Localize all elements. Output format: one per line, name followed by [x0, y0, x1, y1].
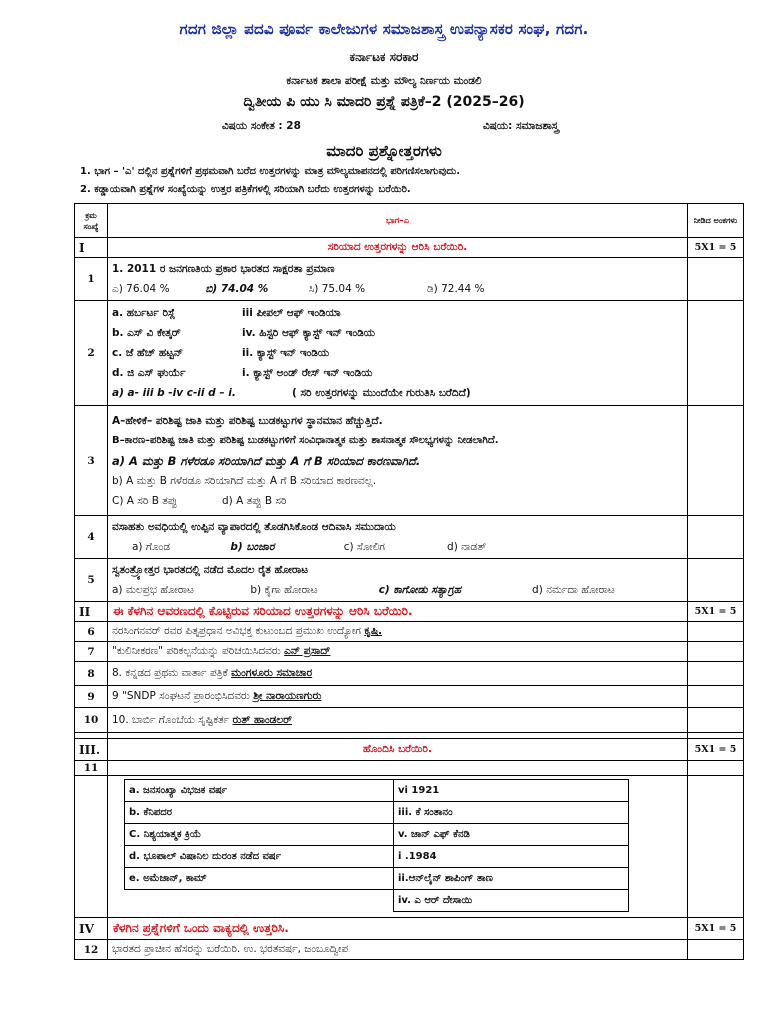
section-row — [75, 238, 744, 258]
question-row — [75, 662, 744, 686]
option-d: d) ನರ್ಮದಾ ಹೋರಾಟ — [532, 584, 615, 596]
document-title: ಮಾದರಿ ಪ್ರಶ್ನೋತ್ತರಗಳು — [326, 142, 442, 160]
match-table-row — [75, 776, 744, 918]
answer-text: ಎನ್ ಪ್ರಸಾದ್ — [284, 645, 331, 657]
match-left — [125, 890, 394, 912]
match-left: a. ಜನಸಂಖ್ಯಾ ವಿಭಜಕ ವರ್ಷ — [125, 780, 394, 802]
question-text: ಭಾರತದ ಪ್ರಾಚೀನ ಹೆಸರನ್ನು ಬರೆಯಿರಿ. ಉ. ಭರತವರ್ಷ, ಜಂಬೂದ್ವೀಪ — [108, 940, 688, 960]
match-right: vi 1921 — [394, 780, 629, 802]
question-row — [75, 708, 744, 733]
option-d: d) ನಾಡತ್ — [447, 541, 487, 553]
match-right: i. ಕ್ಯಾಸ್ಟ್ ಅಂಡ್ ರೇಸ್ ಇನ್ ಇಂಡಿಯ — [242, 367, 373, 379]
subject-code: ವಿಷಯ ಸಂಕೇತ : 28 — [222, 120, 301, 132]
match-right: i .1984 — [394, 846, 629, 868]
option-a: a) ಮಲಪ್ರಭ ಹೋರಾಟ — [112, 584, 194, 596]
question-table — [74, 203, 744, 960]
answer-text: ಶ್ರೀ ನಾರಾಯಣಗುರು — [253, 690, 322, 702]
section-number: I — [75, 238, 108, 258]
section-row — [75, 918, 744, 940]
instruction-2: 2. ಕಡ್ಡಾಯವಾಗಿ ಪ್ರಶ್ನೆಗಳ ಸಂಖ್ಯೆಯನ್ನು ಉತ್ತರ ಪತ್ರಿಕೆಗಳಲ್ಲಿ ಸರಿಯಾಗಿ ಬರೆದು ಉತ್ತರಗಳನ್ನು ಬರೆಯಿರಿ. — [80, 184, 411, 195]
question-number: 9 — [75, 686, 108, 708]
question-text: 1. 2011 ರ ಜನಗಣತಿಯ ಪ್ರಕಾರ ಭಾರತದ ಸಾಕ್ಷರತಾ ಪ್ರಮಾಣ — [112, 263, 335, 275]
government-name: ಕರ್ನಾಟಕ ಸರಕಾರ — [349, 50, 419, 64]
question-number: 5 — [75, 559, 108, 602]
question-row — [75, 940, 744, 960]
question-text: ಸ್ವತಂತ್ರ್ಯೋತ್ತರ ಭಾರತದಲ್ಲಿ ನಡೆದ ಮೊದಲ ರೈತ ಹೋರಾಟ — [112, 564, 309, 576]
answer-note: ( ಸರಿ ಉತ್ತರಗಳನ್ನು ಮುಂದೆಯೇ ಗುರುತಿಸಿ ಬರೆದಿದೆ) — [292, 387, 471, 399]
question-number: 1 — [75, 258, 108, 301]
paper-title: ದ್ವಿತೀಯ ಪಿ ಯು ಸಿ ಮಾದರಿ ಪ್ರಶ್ನೆ ಪತ್ರಿಕೆ–2 (2025–26) — [243, 94, 525, 110]
section-title: ಸರಿಯಾದ ಉತ್ತರಗಳನ್ನು ಆರಿಸಿ ಬರೆಯಿರಿ. — [108, 238, 688, 258]
match-right: iv. ಎ ಆರ್ ದೇಸಾಯಿ — [394, 890, 629, 912]
match-row — [125, 868, 629, 890]
match-row — [125, 780, 629, 802]
match-left: C. ನಿಶ್ಯಯಾತ್ಮಕ ಕ್ರಿಯೆ — [125, 824, 394, 846]
reason-text: B–ಕಾರಣ–ಪರಿಶಿಷ್ಟ ಜಾತಿ ಮತ್ತು ಪರಿಶಿಷ್ಟ ಬುಡಕಟ್ಟುಗಳಿಗೆ ಸಂವಿಧಾನಾತ್ಮಕ ಮತ್ತು ಶಾಸನಾತ್ಮಕ ಸೌಲಭ್ಯಗಳನ್ನು ನೀಡಲಾಗಿದೆ. — [112, 434, 499, 446]
question-cell — [108, 301, 688, 406]
option-c: ಸಿ) 75.04 % — [308, 283, 366, 295]
question-row — [75, 622, 744, 642]
question-row — [75, 642, 744, 662]
option-d: d) A ತಪ್ಪು B ಸರಿ — [222, 494, 287, 507]
match-right: iii ಪೀಪಲ್ ಆಫ್ ಇಂಡಿಯಾ — [242, 307, 341, 319]
match-right: ii.ಆನ್‌ಲೈನ್ ಶಾಪಿಂಗ್ ತಾಣ — [394, 868, 629, 890]
match-left: a. ಹರ್ಬರ್ಟ ರಿಸ್ಲೆ — [112, 307, 176, 319]
option-b-correct: ಬಿ) 74.04 % — [205, 283, 269, 295]
question-row — [75, 301, 744, 406]
question-text: ವಸಾಹತು ಅವಧಿಯಲ್ಲಿ ಉಪ್ಪಿನ ವ್ಯಾಪಾರದಲ್ಲಿ ತೊಡಗಿಸಿಕೊಂಡ ಆದಿವಾಸಿ ಸಮುದಾಯ — [112, 521, 396, 533]
match-row — [125, 802, 629, 824]
question-number: 4 — [75, 516, 108, 559]
marks-header: ನೀಡಿದ ಅಂಕಗಳು — [688, 204, 744, 238]
option-b: b) A ಮತ್ತು B ಗಳೆರಡೂ ಸರಿಯಾಗಿದೆ ಮತ್ತು A ಗೆ B ಸರಿಯಾದ ಕಾರಣವಲ್ಲ. — [112, 474, 377, 487]
match-right: v. ಜಾನ್ ಎಫ್ ಕೆನಡಿ — [394, 824, 629, 846]
section-marks: 5X1 = 5 — [688, 918, 744, 940]
option-c: C) A ಸರಿ B ತಪ್ಪು — [112, 494, 178, 507]
option-b-correct: b) ಬಂಜಾರ — [230, 541, 275, 553]
question-cell — [108, 516, 688, 559]
question-row — [75, 559, 744, 602]
answer-text: ಮಂಗಳೂರು ಸಮಾಚಾರ — [231, 667, 313, 679]
option-c-correct: c) ಕಾಗೋಡು ಸತ್ಯಾಗ್ರಹ — [378, 584, 461, 596]
match-row — [125, 824, 629, 846]
section-row — [75, 602, 744, 622]
match-right: ii. ಕ್ಯಾಸ್ಟ್ ಇನ್ ಇಂಡಿಯ — [242, 347, 330, 359]
match-table — [124, 779, 629, 912]
section-number: IV — [75, 918, 108, 940]
question-row — [75, 258, 744, 301]
board-name: ಕರ್ನಾಟಕ ಶಾಲಾ ಪರೀಕ್ಷೆ ಮತ್ತು ಮೌಲ್ಯ ನಿರ್ಣಯ ಮಂಡಲಿ — [286, 75, 482, 87]
question-text: "ಕುಲಿನೀಕರಣ" ಪರಿಕಲ್ಪನೆಯನ್ನು ಪರಿಚಯಿಸಿದವರು — [112, 645, 281, 657]
table-header-row — [75, 204, 744, 238]
section-marks: 5X1 = 5 — [688, 238, 744, 258]
question-cell — [108, 258, 688, 301]
question-number: 3 — [75, 406, 108, 516]
question-number: 6 — [75, 622, 108, 642]
match-left: e. ಅಮೆಜಾನ್, ಕಾಮ್ — [125, 868, 394, 890]
match-row — [125, 846, 629, 868]
match-left: d. ಜಿ ಎಸ್ ಘುರ್ಯೆ — [112, 367, 186, 379]
question-number: 11 — [75, 761, 108, 776]
association-title: ಗದಗ ಜಿಲ್ಲಾ ಪದವಿ ಪೂರ್ವ ಕಾಲೇಜುಗಳ ಸಮಾಜಶಾಸ್ತ್ರ ಉಪನ್ಯಾಸಕರ ಸಂಘ, ಗದಗ. — [179, 20, 589, 38]
option-c: c) ಸೋಲಿಗ — [343, 541, 385, 553]
question-number: 2 — [75, 301, 108, 406]
section-marks: 5X1 = 5 — [688, 602, 744, 622]
question-number: 7 — [75, 642, 108, 662]
question-cell — [108, 406, 688, 516]
option-a: a) ಗೊಂಡ — [132, 541, 171, 553]
section-row — [75, 739, 744, 761]
match-right: iv. ಹಿಸ್ಟರಿ ಆಫ್ ಕ್ಯಾಸ್ಟ್ ಇನ್ ಇಂಡಿಯ — [242, 327, 376, 339]
assertion-text: A–ಹೇಳಿಕೆ– ಪರಿಶಿಷ್ಟ ಜಾತಿ ಮತ್ತು ಪರಿಶಿಷ್ಟ ಬುಡಕಟ್ಟುಗಳ ಸ್ಥಾನಮಾನ ಹೆಚ್ಚುತ್ತಿದೆ. — [112, 414, 383, 427]
question-text: ನರಸಿಂಗನವರ್ ರವರ ಪಿತೃಪ್ರಧಾನ ಅವಿಭಕ್ತ ಕುಟುಂಬದ ಪ್ರಮುಖ ಉದ್ಯೋಗ — [112, 625, 361, 637]
option-a-correct: a) A ಮತ್ತು B ಗಳೆರಡೂ ಸರಿಯಾಗಿದೆ ಮತ್ತು A ಗೆ B ಸರಿಯಾದ ಕಾರಣವಾಗಿದೆ. — [112, 453, 421, 468]
option-a: ಎ) 76.04 % — [112, 283, 170, 295]
part-header: ಭಾಗ–ಎ — [108, 204, 688, 238]
answer-text: a) a- iii b -iv c-ii d – i. — [112, 387, 236, 399]
question-text: 9 "SNDP ಸಂಘಟನೆ ಪ್ರಾರಂಭಿಸಿದವರು — [112, 690, 250, 702]
match-left: b. ಎಸ್ ವಿ ಕೇತ್ಕರ್ — [112, 327, 181, 339]
subject-name: ವಿಷಯ: ಸಮಾಜಶಾಸ್ತ್ರ — [483, 120, 559, 132]
answer-text: ರುತ್ ಹಾಂಡಲರ್ — [232, 713, 293, 726]
instruction-1: 1. ಭಾಗ – 'ಎ' ದಲ್ಲಿನ ಪ್ರಶ್ನೆಗಳಿಗೆ ಪ್ರಥಮವಾಗಿ ಬರೆದ ಉತ್ತರಗಳನ್ನು ಮಾತ್ರ ಮೌಲ್ಯಮಾಪನದಲ್ಲಿ ಪರಿಗಣಿಸಲಾಗುವುದು. — [80, 166, 461, 177]
question-number: 12 — [75, 940, 108, 960]
section-number: III. — [75, 739, 108, 761]
serial-header: ಕ್ರಮ ಸಂಖ್ಯೆ — [75, 204, 108, 238]
match-left: c. ಜೆ ಹೆಚ್ ಹಟ್ಟನ್ — [112, 347, 184, 359]
answer-text: ಕೃಷಿ. — [364, 625, 383, 637]
question-number: 8 — [75, 662, 108, 686]
question-row — [75, 516, 744, 559]
section-marks: 5X1 = 5 — [688, 739, 744, 761]
question-number: 10 — [75, 708, 108, 733]
section-title: ಈ ಕೆಳಗಿನ ಆವರಣದಲ್ಲಿ ಕೊಟ್ಟಿರುವ ಸರಿಯಾದ ಉತ್ತರಗಳನ್ನು ಆರಿಸಿ ಬರೆಯಿರಿ. — [108, 602, 688, 622]
section-title: ಕೆಳಗಿನ ಪ್ರಶ್ನೆಗಳಿಗೆ ಒಂದು ವಾಕ್ಯದಲ್ಲಿ ಉತ್ತರಿಸಿ. — [108, 918, 688, 940]
option-d: ಡಿ) 72.44 % — [427, 283, 485, 295]
section-title: ಹೊಂದಿಸಿ ಬರೆಯಿರಿ. — [108, 739, 688, 761]
match-row — [125, 890, 629, 912]
match-right: iii. ಕೆ ಸಂತಾನಂ — [394, 802, 629, 824]
match-left: d. ಭೂಪಾಲ್ ವಿಷಾನಿಲ ದುರಂತ ನಡೆದ ವರ್ಷ — [125, 846, 394, 868]
question-row — [75, 686, 744, 708]
match-left: b. ಕೆನಿಪದರ — [125, 802, 394, 824]
question-row — [75, 406, 744, 516]
question-cell — [108, 559, 688, 602]
option-b: b) ಕೈಗಾ ಹೋರಾಟ — [250, 584, 318, 596]
question-text: 8. ಕನ್ನಡದ ಪ್ರಥಮ ವಾರ್ತಾ ಪತ್ರಿಕೆ — [112, 667, 228, 679]
question-row — [75, 761, 744, 776]
question-text: 10. ಬಾರ್ಬಿ ಗೊಂಬೆಯ ಸೃಷ್ಟಿಕರ್ತ — [112, 713, 230, 726]
section-number: II — [75, 602, 108, 622]
